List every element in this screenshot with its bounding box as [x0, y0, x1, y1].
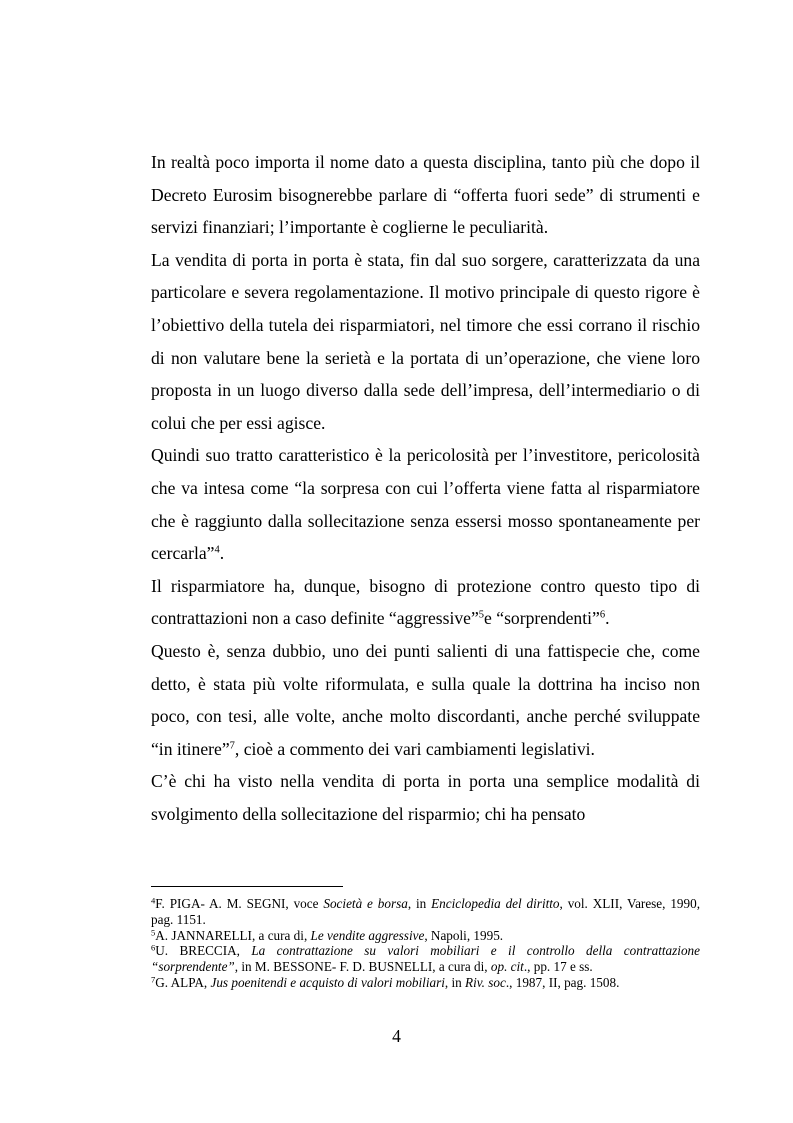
paragraph-text: In realtà poco importa il nome dato a questa disciplina, tanto più che dopo il Decreto Eurosim bisognerebbe parlare di “offerta fuori sede” di strumenti e servizi finanziari; l’importante è coglierne le peculiarità. [151, 152, 700, 238]
footnote-7 [151, 975, 700, 991]
paragraph-text: La vendita di porta in porta è stata, fin dal suo sorgere, caratterizzata da una particolare e severa regolamentazione. Il motivo principale di questo rigore è l’obiettivo della tutela dei risparmiatori, nel timore che essi corrano il rischio di non valutare bene la serietà e la portata di un’operazione, che viene loro proposta in un luogo diverso dalla sede dell’impresa, dell’intermediario o di colui che per essi agisce. [151, 249, 700, 433]
footnote-number: 7 [151, 974, 156, 985]
footnote-6 [151, 943, 700, 975]
page-number: 4 [392, 1026, 401, 1046]
footnote-ref-5[interactable]: 5 [478, 609, 485, 621]
footnotes [151, 896, 700, 991]
footnote-ref-6[interactable]: 6 [599, 609, 606, 621]
footnote-italic-text: La contrattazione su valori mobiliari e il controllo della contrattazione “sorprendente” [151, 943, 700, 975]
paragraph [151, 765, 700, 830]
footnote-text: , Napoli, 1995. [424, 927, 504, 943]
footnote-italic-text: Jus poenitendi e acquisto di valori mobiliari [210, 974, 445, 990]
paragraph [151, 244, 700, 440]
paragraph [151, 146, 700, 244]
footnote-italic-text: Società e borsa [323, 896, 408, 911]
footnote-ref-4[interactable]: 4 [214, 544, 220, 556]
footnote-italic-text: Enciclopedia del diritto [431, 896, 560, 911]
footnote-ref-7[interactable]: 7 [229, 740, 235, 752]
paragraph [151, 635, 700, 765]
footnote-italic-text: Riv. soc [465, 974, 506, 990]
paragraph-text: , cioè a commento dei vari cambiamenti legislativi. [234, 738, 595, 759]
paragraph-text: . [605, 608, 610, 629]
footnote-text: , in M. BESSONE- F. D. BUSNELLI, a cura di, [234, 959, 491, 975]
paragraph [151, 439, 700, 569]
footnote-text: A. JANNARELLI, a cura di, [155, 927, 311, 943]
paragraph-text: Quindi suo tratto caratteristico è la pericolosità per l’investitore, pericolosità che va intesa come “la sorpresa con cui l’offerta viene fatta al risparmiatore che è raggiunto dalla sollecitazione senza essersi mosso spontaneamente per cercarla” [151, 445, 700, 564]
paragraph-text: e “sorprendenti” [484, 608, 600, 629]
footnote-number: 4 [151, 895, 156, 906]
footnote-text: F. PIGA- A. M. SEGNI, voce [155, 896, 324, 911]
footnote-text: G. ALPA, [155, 974, 211, 990]
footnote-text: , in [407, 896, 432, 911]
paragraph-text: . [219, 543, 225, 564]
footnote-italic-text: op. cit [490, 959, 524, 975]
footnote-4 [151, 896, 700, 928]
paragraph-text: Il risparmiatore ha, dunque, bisogno di protezione contro questo tipo di contrattazioni non a caso definite “aggressive” [151, 575, 700, 629]
footnote-text: , in [444, 974, 466, 990]
footnote-italic-text: Le vendite aggressive [310, 927, 425, 943]
body-text [151, 146, 700, 830]
footnote-text: ., pp. 17 e ss. [523, 959, 593, 975]
footnote-text: , vol. XLII, Varese, 1990, pag. 1151. [151, 896, 700, 927]
footnote-text: ., 1987, II, pag. 1508. [505, 974, 620, 990]
paragraph-text: Questo è, senza dubbio, uno dei punti salienti di una fattispecie che, come detto, è stata più volte riformulata, e sulla quale la dottrina ha inciso non poco, con tesi, alle volte, anche molto discordanti, anche perché sviluppate “in itinere” [151, 640, 700, 759]
paragraph [151, 570, 700, 635]
paragraph-text: C’è chi ha visto nella vendita di porta in porta una semplice modalità di svolgimento della sollecitazione del risparmio; chi ha pensato [151, 771, 700, 824]
footnote-number: 6 [151, 942, 156, 953]
footnote-text: U. BRECCIA, [155, 943, 252, 959]
footnote-number: 5 [151, 926, 156, 937]
footnote-separator [151, 886, 343, 887]
footnote-5 [151, 928, 700, 944]
